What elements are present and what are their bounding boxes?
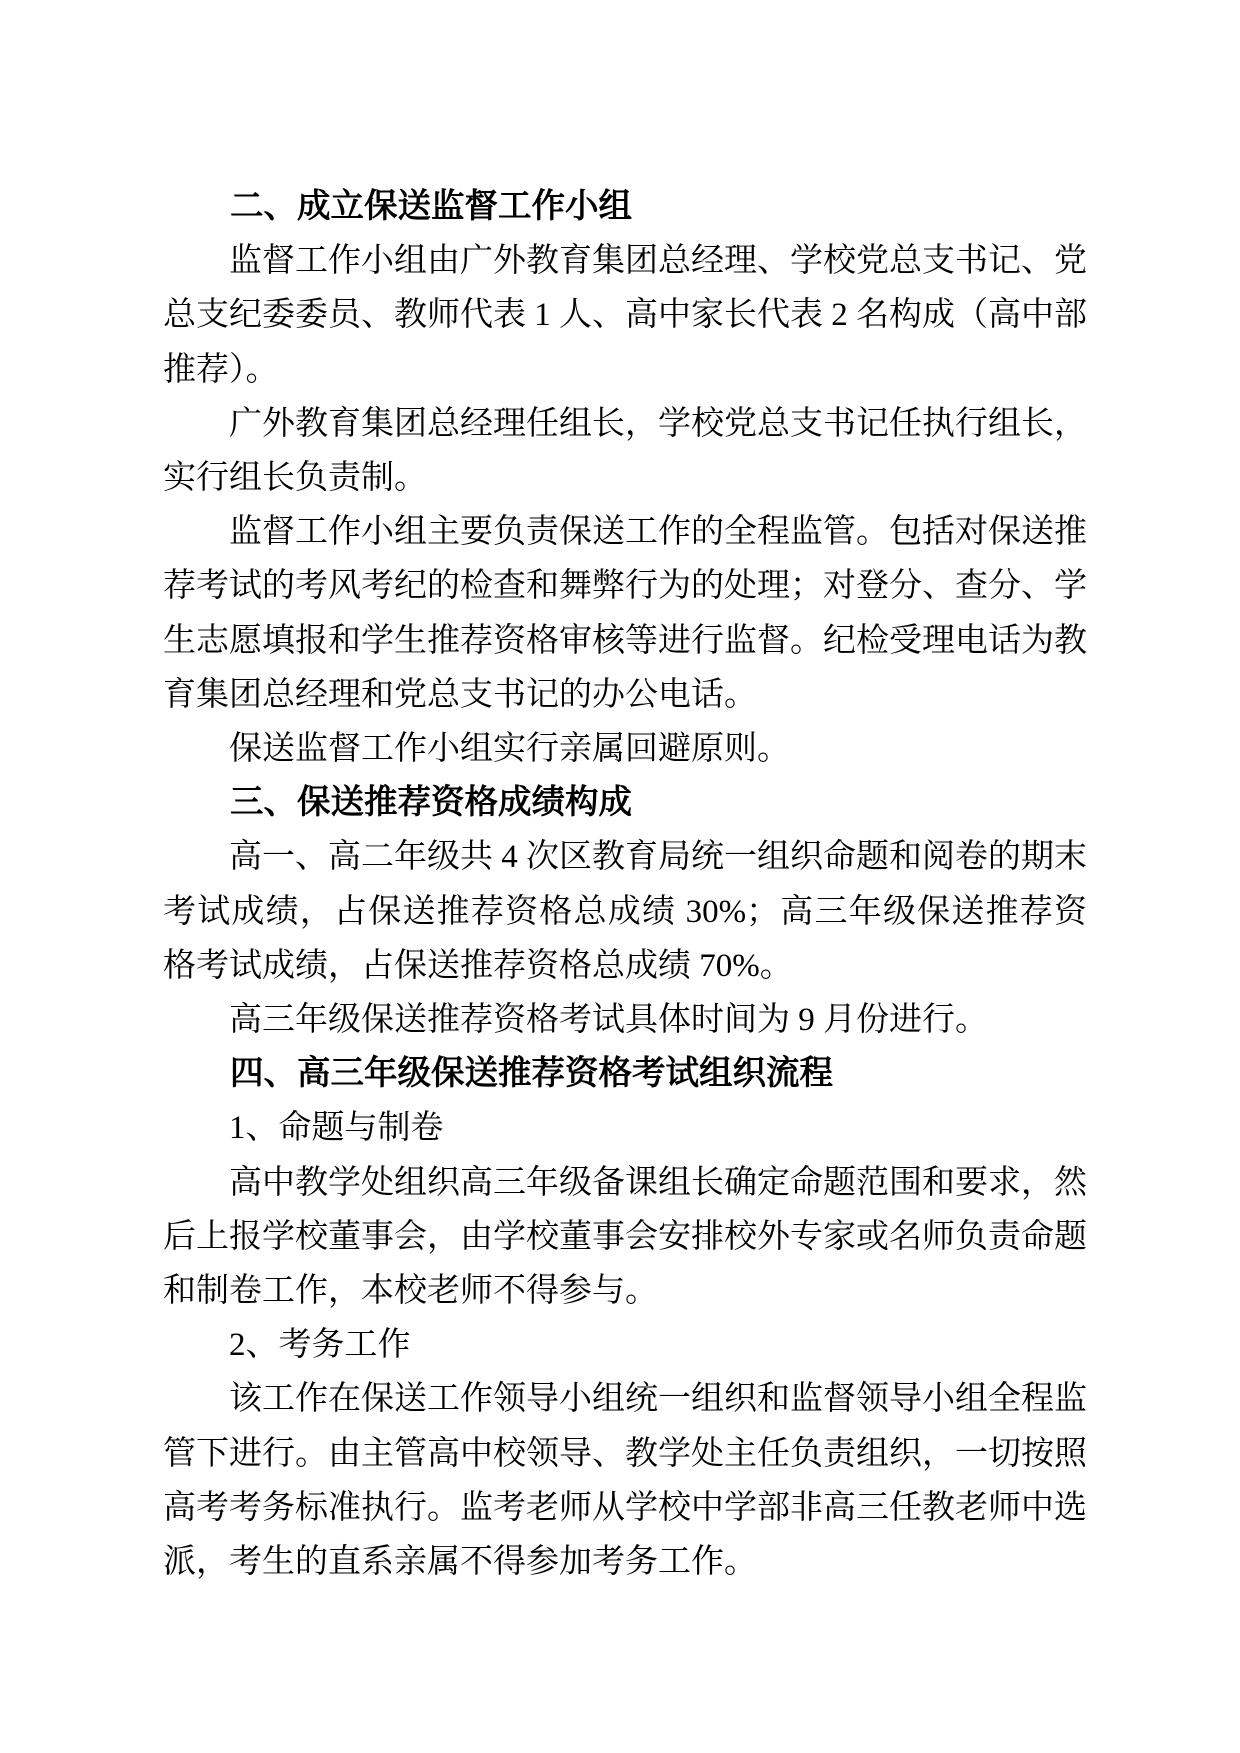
paragraph-score-weighting: 高一、高二年级共 4 次区教育局统一组织命题和阅卷的期末考试成绩，占保送推荐资格总成绩 30%；高三年级保送推荐资格考试成绩，占保送推荐资格总成绩 70%。 [163,839,1087,984]
paragraph-group-leader-assignment: 广外教育集团总经理任组长，学校党总支书记任执行组长，实行组长负责制。 [163,405,1087,497]
section-heading-establish-supervision-group: 二、成立保送监督工作小组 [230,188,632,225]
section-heading-score-composition: 三、保送推荐资格成绩构成 [230,784,632,822]
paragraph-exam-time-september: 高三年级保送推荐资格考试具体时间为 9 月份进行。 [229,1002,988,1039]
document-body [163,180,1087,1589]
paragraph-exam-affairs-details: 该工作在保送工作领导小组统一组织和监督领导小组全程监管下进行。由主管高中校领导、教学处主任负责组织，一切按照高考考务标准执行。监考老师从学校中学部非高三任教老师中选派，考生的直系亲属不得参加考务工作。 [163,1381,1087,1581]
subheading-2-exam-affairs: 2、考务工作 [229,1327,411,1364]
section-heading-exam-organization-process: 四、高三年级保送推荐资格考试组织流程 [230,1055,833,1093]
paragraph-supervision-duties: 监督工作小组主要负责保送工作的全程监管。包括对保送推荐考试的考风考纪的检查和舞弊行为的处理；对登分、查分、学生志愿填报和学生推荐资格审核等进行监督。纪检受理电话为教育集团总经理和党总支书记的办公电话。 [163,514,1087,713]
paragraph-proposition-details: 高中教学处组织高三年级备课组长确定命题范围和要求，然后上报学校董事会，由学校董事会安排校外专家或名师负责命题和制卷工作，本校老师不得参与。 [163,1164,1087,1310]
subheading-1-proposition-and-printing: 1、命题与制卷 [229,1110,444,1147]
paragraph-relative-recusal-principle: 保送监督工作小组实行亲属回避原则。 [229,731,790,768]
paragraph-supervision-group-members: 监督工作小组由广外教育集团总经理、学校党总支书记、党总支纪委委员、教师代表 1 人、高中家长代表 2 名构成（高中部推荐）。 [163,243,1087,388]
